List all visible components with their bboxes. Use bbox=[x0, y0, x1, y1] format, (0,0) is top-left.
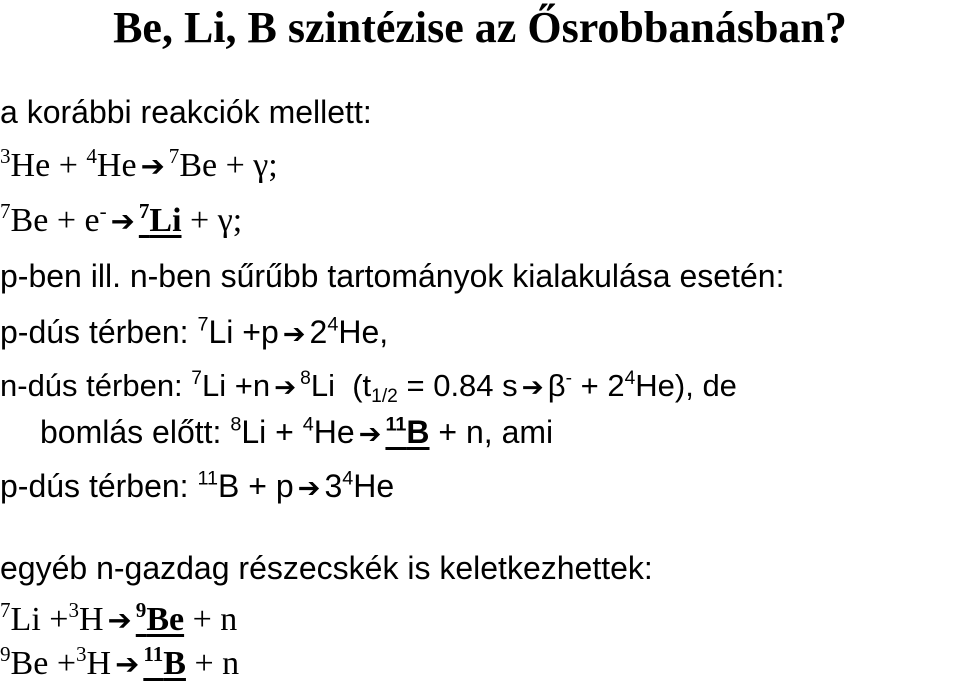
heading-other-particles: egyéb n-gazdag részecskék is keletkezhettek: bbox=[0, 550, 653, 586]
mass-number: 7 bbox=[0, 597, 11, 622]
mass-number: 4 bbox=[302, 413, 314, 436]
charge: - bbox=[565, 368, 572, 390]
arrow-right-icon: ➔ bbox=[274, 373, 297, 403]
arrow-right-icon: ➔ bbox=[358, 419, 382, 450]
n-rich-line: n-dús térben: $^7$Li +n ➔ $^8$Li ($t_{1/2} = 0.84$ s ➔ $\beta^- + 2^4He$), de bbox=[0, 368, 737, 407]
highlight-b11: $^{11}$B bbox=[385, 413, 430, 450]
mass-number: 3 bbox=[68, 597, 79, 622]
intro-line: a korábbi reakciók mellett: bbox=[0, 94, 372, 130]
mass-number: 3 bbox=[76, 641, 87, 666]
mass-number: 8 bbox=[300, 368, 311, 390]
mass-number: 4 bbox=[624, 368, 636, 390]
arrow-right-icon: ➔ bbox=[140, 149, 165, 183]
mass-number: 4 bbox=[342, 467, 354, 490]
mass-number: 3 bbox=[0, 143, 11, 168]
arrow-right-icon: ➔ bbox=[110, 204, 135, 238]
reaction-he3-he4: $^3$He + $^4$He ➔ $^7$Be + γ; bbox=[0, 143, 278, 184]
highlight-li7: $^7$Li bbox=[138, 198, 182, 239]
decay-line: bomlás előtt: $^8$Li + $^4$He ➔ $^{11}$B + n, ami bbox=[40, 413, 554, 450]
charge: - bbox=[99, 198, 107, 223]
half-life-subscript: 1/2 bbox=[371, 385, 398, 407]
mass-number: 7 bbox=[0, 198, 11, 223]
highlight-be9: $^9$Be bbox=[135, 597, 185, 638]
mass-number: 7 bbox=[168, 143, 180, 168]
arrow-right-icon: ➔ bbox=[521, 373, 544, 403]
mass-number: 4 bbox=[86, 143, 97, 168]
heading-dense-regions: p-ben ill. n-ben sűrűbb tartományok kialakulása esetén: bbox=[0, 258, 785, 294]
mass-number: 9 bbox=[0, 641, 11, 666]
mass-number: 4 bbox=[327, 313, 339, 336]
highlight-b11-2: $^{11}$B bbox=[143, 641, 186, 682]
slide-title: Be, Li, B szintézise az Ősrobbanásban? bbox=[113, 3, 847, 52]
mass-number: 7 bbox=[191, 368, 202, 390]
reaction-li7-h3: $^7$Li +$^3$H ➔ $^9$Be + n bbox=[0, 597, 238, 638]
p-rich-line-2: p-dús térben: $^{11}$B + p ➔ $3^4He$ bbox=[0, 467, 395, 504]
reaction-be7-capture: $^7$Be + e- ➔ $^7$Li + γ; bbox=[0, 198, 243, 239]
arrow-right-icon: ➔ bbox=[297, 473, 321, 504]
mass-number: 11 bbox=[197, 467, 219, 490]
p-rich-line: p-dús térben: $^7$Li +p ➔ $2^4He$, bbox=[0, 313, 389, 350]
reaction-be9-h3: $^9$Be +$^3$H ➔ $^{11}$B + n bbox=[0, 641, 240, 682]
arrow-right-icon: ➔ bbox=[107, 603, 132, 637]
mass-number: 8 bbox=[230, 413, 242, 436]
mass-number: 7 bbox=[197, 313, 209, 336]
arrow-right-icon: ➔ bbox=[282, 319, 306, 350]
arrow-right-icon: ➔ bbox=[115, 647, 140, 681]
